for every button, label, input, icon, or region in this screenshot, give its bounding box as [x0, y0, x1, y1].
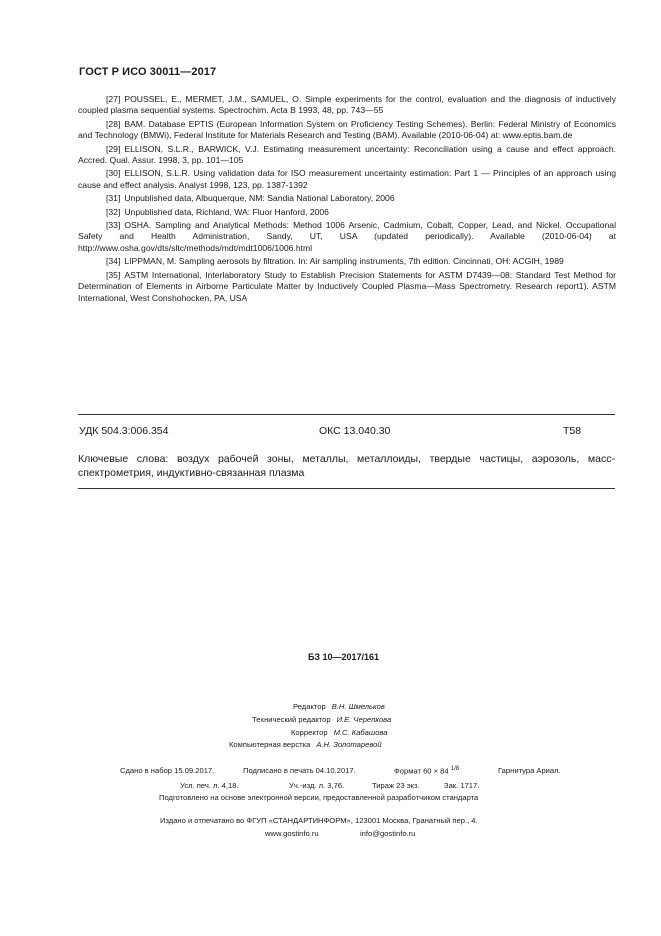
format-fraction: 1/8 [450, 766, 460, 772]
reference-number: [27] [106, 94, 121, 104]
reference-number: [29] [106, 143, 121, 154]
credit-name: М.С. Кабашова [333, 728, 388, 737]
imprint-order: Зак. 1717. [444, 781, 480, 790]
reference-item [78, 256, 616, 267]
references-list [78, 94, 616, 306]
credit-line [291, 728, 387, 737]
credit-line [252, 715, 391, 724]
imprint-format [394, 766, 459, 776]
reference-text: ELLISON, S.L.R., BARWICK, V.J. Estimating measurement uncertainty: Reconciliation using a cause and effect approach. Accred. Qual. Assur. 1998, 3, pp. 101—105 [78, 143, 616, 166]
credit-name: А.Н. Золотаревой [316, 740, 382, 749]
credit-line [229, 740, 382, 749]
bottom-divider [78, 488, 615, 489]
imprint-pub-sheets: Уч.-изд. л. 3,76. [289, 781, 345, 790]
reference-item [78, 193, 616, 204]
udk-code: УДК 504.3:006.354 [79, 425, 169, 437]
group-code: Т58 [563, 425, 582, 437]
oks-code: ОКС 13.040.30 [319, 425, 391, 437]
reference-text: Unpublished data, Albuquerque, NM: Sandia National Laboratory, 2006 [124, 193, 395, 204]
credit-role: Редактор [293, 702, 326, 711]
keywords: Ключевые слова: воздух рабочей зоны, металлы, металлоиды, твердые частицы, аэрозоль, масс-спектрометрия, индуктивно-связанная плазма [78, 453, 615, 479]
imprint-signed: Подписано в печать 04.10.2017. [243, 766, 356, 775]
reference-text: Unpublished data, Richland, WA: Fluor Hanford, 2006 [124, 206, 329, 217]
reference-item [78, 220, 616, 254]
reference-text: ASTM International, Interlaboratory Study to Establish Precision Statements for ASTM D7439—08: Standard Test Method for Determination of Elements in Airborne Particulate Matter by Inductively Coupled Plasma—Mass Spectrometry. Research report1). ASTM International, West Conshohocken, PA, USA [78, 269, 616, 303]
imprint-font: Гарнитура Ариал. [498, 766, 561, 775]
reference-text: POUSSEL, E., MERMET, J.M., SAMUEL, O. Simple experiments for the control, evaluation and the diagnosis of inductively coupled plasma sequential systems. Spectrochim. Acta B 1993, 48, pp. 743—55 [78, 94, 616, 116]
imprint-submitted: Сдано в набор 15.09.2017. [120, 766, 215, 775]
imprint-circulation: Тираж 23 экз. [372, 781, 420, 790]
reference-number: [30] [106, 168, 121, 179]
reference-number: [34] [106, 256, 121, 267]
credit-role: Технический редактор [252, 715, 331, 724]
reference-text: LIPPMAN, M. Sampling aerosols by filtration. In: Air sampling instruments, 7th edition. Cincinnati, OH: ACGIH, 1989 [124, 256, 564, 267]
bz-number: БЗ 10—2017/161 [308, 652, 380, 662]
reference-number: [33] [106, 220, 121, 231]
reference-item [78, 144, 616, 167]
reference-number: [28] [106, 118, 121, 129]
email-link[interactable]: info@gostinfo.ru [360, 829, 416, 838]
reference-item [78, 94, 616, 117]
reference-text: OSHA. Sampling and Analytical Methods: Method 1006 Arsenic, Cadmium, Cobalt, Copper, Lead, and Nickel. Occupational Safety and Health Administration, Sandy, UT, USA (updated periodically). Available (2010-06-04) at http://www.osha.gov/dts/sltc/methods/mdt/mdt1006/1006.html [78, 220, 616, 253]
reference-number: [31] [106, 193, 121, 204]
imprint-print-sheets: Усл. печ. л. 4,18. [180, 781, 239, 790]
reference-item [78, 168, 616, 191]
reference-number: [35] [106, 269, 121, 280]
reference-text: ELLISON, S.L.R. Using validation data for ISO measurement uncertainty estimation: Part 1 — Principles of an approach using cause and effect analysis. Analyst 1998, 123, pp. 1387-1392 [78, 168, 616, 190]
reference-text: BAM. Database EPTIS (European Information System on Proficiency Testing Schemes). Berlin: Federal Ministry of Economics and Technology (BMWi), Federal Institute for Materials Research and Testing (BAM). Available (2010-06-04) at: www.eptis.bam.de [78, 118, 616, 141]
imprint-prepared: Подготовлено на основе электронной версии, предоставленной разработчиком стандарта [159, 793, 479, 802]
credit-line [293, 702, 385, 711]
credit-role: Корректор [291, 728, 328, 737]
reference-item [78, 119, 616, 142]
format-text: Формат 60 × 84 [394, 766, 449, 776]
imprint-publisher: Издано и отпечатано во ФГУП «СТАНДАРТИНФОРМ», 123001 Москва, Гранатный пер., 4. [160, 816, 478, 825]
reference-item [78, 207, 616, 218]
credit-name: И.Е. Черепкова [336, 715, 392, 724]
top-divider [78, 414, 615, 415]
reference-item [78, 270, 616, 304]
credit-name: В.Н. Шмельков [331, 702, 385, 711]
document-header: ГОСТ Р ИСО 30011—2017 [79, 66, 217, 78]
credit-role: Компьютерная верстка [229, 740, 311, 749]
reference-number: [32] [106, 206, 121, 217]
website-link[interactable]: www.gostinfo.ru [265, 829, 319, 838]
